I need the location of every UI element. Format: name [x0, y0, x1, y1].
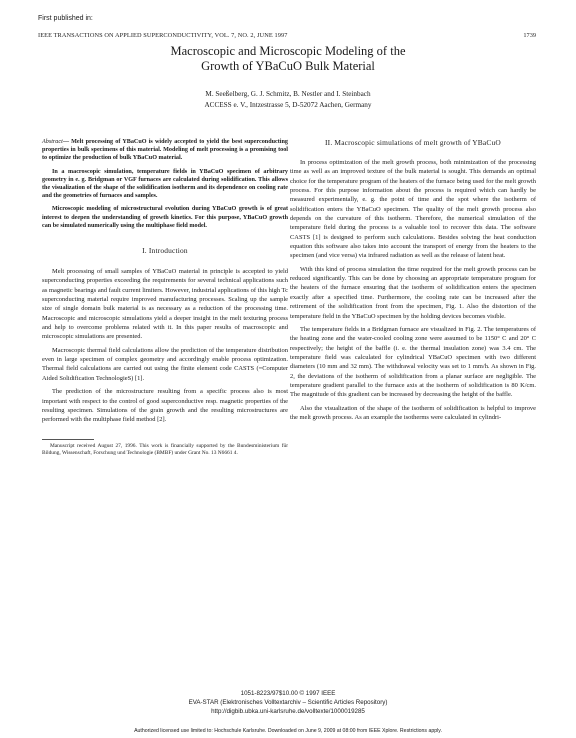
footer-repository: EVA-STAR (Elektronisches Volltextarchiv – Scientific Articles Repository) — [188, 699, 388, 706]
footer-copyright: 1051-8223/97$10.00 © 1997 IEEE — [240, 690, 336, 697]
running-header-journal: IEEE TRANSACTIONS ON APPLIED SUPERCONDUCTIVITY, VOL. 7, NO. 2, JUNE 1997 — [38, 32, 288, 39]
right-column — [290, 138, 536, 422]
abstract-paragraph-3: Microscopic modeling of microstructural evolution during YBaCuO growth is of great interest to deepen the understanding of growth kinetics. For this purpose, YBaCuO growth can be simulated numerically using the multiphase field model. — [42, 206, 288, 229]
section-heading-macroscopic: II. Macroscopic simulations of melt growth of YBaCuO — [325, 138, 501, 147]
abstract-paragraph-1 — [42, 138, 288, 163]
abstract-paragraph-2: In a macroscopic simulation, temperature fields in YBaCuO specimen of arbitrary geometry in e. g. Bridgman or VGF furnaces are calculated during solidification. This allows the visualization of the shape of the solidification isotherm and its dependence on cooling rate and the geometries of furnaces and samples. — [42, 168, 288, 200]
title-line-1: Macroscopic and Microscopic Modeling of the — [170, 44, 406, 58]
page-number: 1739 — [523, 32, 536, 39]
title-line-2: Growth of YBaCuO Bulk Material — [201, 59, 375, 73]
first-published-note: First published in: — [38, 15, 93, 22]
footnote-manuscript: Manuscript received August 27, 1996. This work is financially supported by the Bundesministerium für Bildung, Wissenschaft, Forschung und Technologie (BMBF) under Grant No. 13 N6661 4. — [42, 442, 288, 456]
footer-url[interactable]: http://digbib.ubka.uni-karlsruhe.de/volltexte/1000019285 — [211, 708, 365, 715]
left-column — [42, 138, 288, 462]
paper-title — [0, 44, 576, 74]
macro-paragraph-1: In process optimization of the melt growth process, both minimization of the processing time as well as an improved texture of the bulk material is sought. This demands an optimal choice for the temperature program of the heaters of the furnace being used for the melt growth process. For this purpose information about the process is required which can hardly be measured experimentally, e. g. the point of time and the spot where the isotherm of solidification enters the YBaCuO specimen. The quality of the melt growth process also depends on the curvature of this isotherm. Therefore, the numerical simulation of the temperature field during the process is a valuable tool to recover this data. The software CASTS [1] is designed to perform such calculations. Besides solving the heat conduction equation this software also takes into account the transport of energy from the heaters to the specimen (and vice versa) via infrared radiation as well as the release of latent heat. — [290, 159, 536, 260]
author-list: M. Seeßelberg, G. J. Schmitz, B. Nestler and I. Steinbach — [205, 90, 371, 98]
affiliation: ACCESS e. V., Intzestrasse 5, D-52072 Aachen, Germany — [204, 101, 372, 109]
intro-paragraph-3: The prediction of the microstructure resulting from a specific process also is most important with respect to the control of good superconductive resp. magnetic properties of the resulting specimen. Simulations of the grain growth and the resulting microstructures are performed with the multiphase field method [2]. — [42, 388, 288, 424]
abstract-text-1: — Melt processing of YBaCuO is widely accepted to yield the best superconducting properties in bulk specimens of this material. Modeling of melt processing is a promising tool to optimize the production of bulk YBaCuO material. — [42, 139, 288, 162]
section-heading-introduction: I. Introduction — [142, 246, 188, 256]
macro-paragraph-3: The temperature fields in a Bridgman furnace are visualized in Fig. 2. The temperatures of the heating zone and the water-cooled cooling zone were assumed to be 1150° C and 20° C respectively; the height of the baffle (i. e. the thermal insulation zone) was 3.4 cm. The temperature field was calculated for cylindrical YBaCuO specimen with two different diameters (10 mm and 32 mm). The withdrawal velocity was set to 1 mm/h. As shown in Fig. 2, the deviations of the isotherm of solidification from a planar surface are negligible. The temperature gradient parallel to the furnace axis at the isotherm of solidification is 80 K/cm. The magnitude of this gradient can be increased by decreasing the height of the baffle. — [290, 325, 536, 399]
footer-license-note: Authorized licensed use limited to: Hochschule Karlsruhe. Downloaded on June 9, 2009 at 08:00 from IEEE Xplore. Restrictions apply. — [134, 728, 442, 734]
intro-paragraph-2: Macroscopic thermal field calculations allow the prediction of the temperature distribution even in large specimen of complex geometry and accordingly enable process optimization. Thermal field calculations are carried out using the finite element code CASTS (=Computer Aided Solidification TechnologieS) [1]. — [42, 346, 288, 382]
intro-paragraph-1: Melt processing of small samples of YBaCuO material in principle is accepted to yield superconducting properties exceeding the requirements for several technical applications such as magnetic bearings and fault current limiters. However, industrial applications of this high Tc superconducting material require improved manufacturing processes. Scaling up the sample size of single domain bulk material is as necessary as a reduction of the processing time. Macroscopic and microscopic simulations yield a deeper insight in the melt texturing process and help to overcome problems related with it. In this paper results of macroscopic and microscopic simulations are presented. — [42, 268, 288, 341]
macro-paragraph-2: With this kind of process simulation the time required for the melt growth process can be reduced significantly. This can be done by choosing an appropriate temperature program for the heaters of the furnace ensuring that the isotherm of solidification enters the specimen exactly after a specified time. Furthermore, the cooling rate can be increased after the retirement of the solidification front from the specimen, Fig. 1. Also the distortion of the temperature field in the YBaCuO specimen by the holding devices becomes visible. — [290, 265, 536, 320]
macro-paragraph-4: Also the visualization of the shape of the isotherm of solidification is helpful to improve the melt growth process. As an example the isotherms were calculated in cylindri- — [290, 404, 536, 421]
footnote-rule — [42, 439, 94, 440]
abstract-label: Abstract — [42, 139, 63, 145]
